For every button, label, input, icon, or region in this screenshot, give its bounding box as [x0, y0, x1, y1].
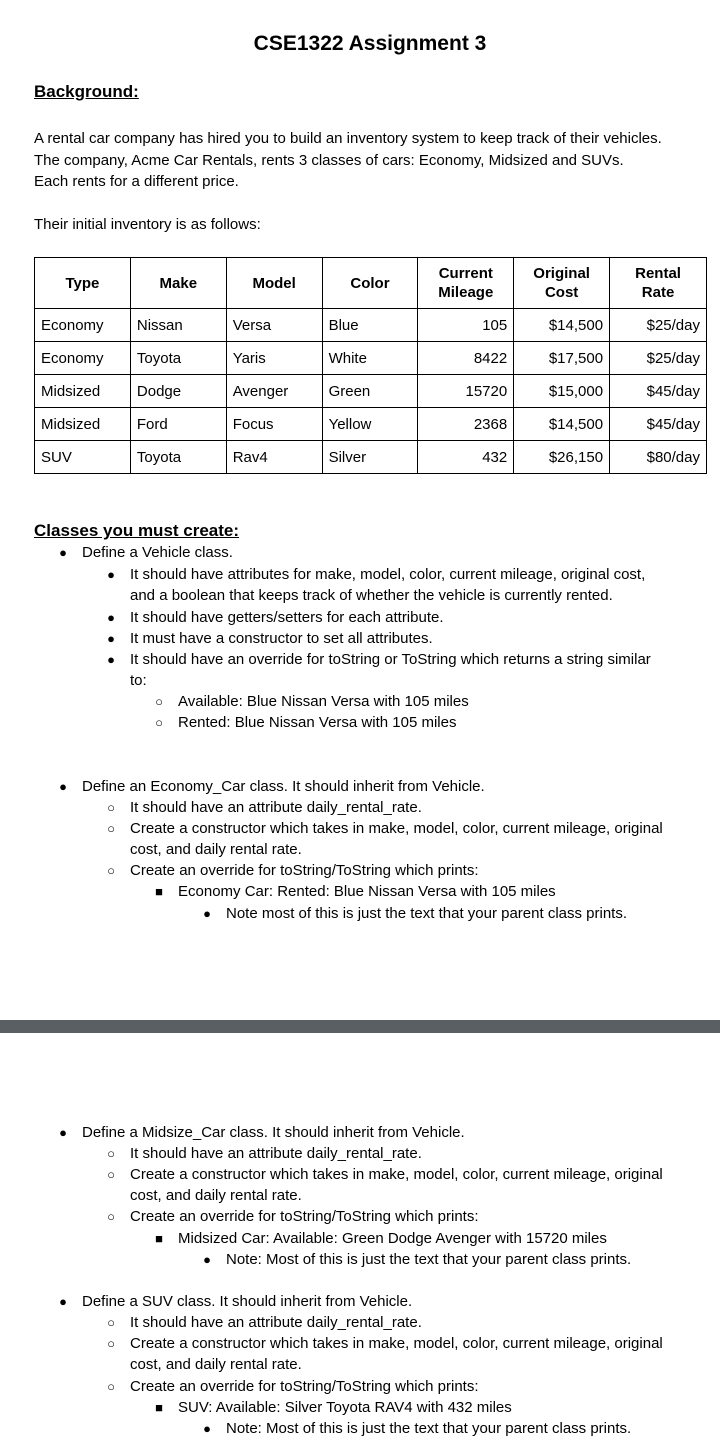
cell-color: Blue: [322, 309, 418, 342]
economy-bullet-2-line-1: Create a constructor which takes in make, model, color, current mileage, original: [130, 820, 663, 837]
bullet-disc-icon: ●: [203, 1421, 211, 1436]
cell-cost: $14,500: [514, 309, 610, 342]
cell-make: Toyota: [130, 342, 226, 375]
cell-type: Economy: [35, 309, 131, 342]
table-header-row: [35, 258, 707, 309]
inventory-table: [34, 257, 707, 474]
bullet-disc-icon: ●: [107, 567, 115, 582]
vehicle-example-rented: Rented: Blue Nissan Versa with 105 miles: [178, 714, 457, 731]
suv-bullet-3: Create an override for toString/ToString which prints:: [130, 1378, 479, 1395]
bullet-circle-icon: ○: [155, 694, 163, 709]
cell-rate: $45/day: [610, 375, 707, 408]
suv-intro: Define a SUV class. It should inherit from Vehicle.: [82, 1293, 413, 1310]
midsize-bullet-1: It should have an attribute daily_rental_rate.: [130, 1145, 422, 1162]
midsize-bullet-2-line-2: cost, and daily rental rate.: [130, 1187, 302, 1204]
cell-make: Toyota: [130, 441, 226, 474]
midsize-example: Midsized Car: Available: Green Dodge Avenger with 15720 miles: [178, 1230, 607, 1247]
bullet-disc-icon: ●: [107, 631, 115, 646]
bullet-circle-icon: ○: [155, 715, 163, 730]
cell-type: Economy: [35, 342, 131, 375]
bullet-disc-icon: ●: [59, 545, 67, 560]
bullet-circle-icon: ○: [107, 800, 115, 815]
table-row: [35, 441, 707, 474]
cell-model: Versa: [226, 309, 322, 342]
suv-bullet-2-line-2: cost, and daily rental rate.: [130, 1356, 302, 1373]
cell-type: Midsized: [35, 408, 131, 441]
bullet-disc-icon: ●: [203, 1252, 211, 1267]
cell-color: Silver: [322, 441, 418, 474]
vehicle-bullet-1-line-1: It should have attributes for make, model, color, current mileage, original cost,: [130, 566, 646, 583]
midsize-intro: Define a Midsize_Car class. It should inherit from Vehicle.: [82, 1124, 465, 1141]
bullet-circle-icon: ○: [107, 1146, 115, 1161]
economy-bullet-1: It should have an attribute daily_rental_rate.: [130, 799, 422, 816]
vehicle-example-available: Available: Blue Nissan Versa with 105 miles: [178, 693, 469, 710]
midsize-bullet-3: Create an override for toString/ToString which prints:: [130, 1208, 479, 1225]
suv-bullet-2-line-1: Create a constructor which takes in make, model, color, current mileage, original: [130, 1335, 663, 1352]
cell-mileage: 105: [418, 309, 514, 342]
cell-mileage: 8422: [418, 342, 514, 375]
header-color: Color: [322, 258, 418, 309]
page-title: CSE1322 Assignment 3: [253, 32, 487, 55]
classes-heading: Classes you must create:: [34, 521, 240, 540]
bullet-circle-icon: ○: [107, 1379, 115, 1394]
cell-color: Green: [322, 375, 418, 408]
cell-rate: $25/day: [610, 309, 707, 342]
bullet-disc-icon: ●: [59, 779, 67, 794]
cell-color: Yellow: [322, 408, 418, 441]
vehicle-bullet-1-line-2: and a boolean that keeps track of whether the vehicle is currently rented.: [130, 587, 613, 604]
bullet-circle-icon: ○: [107, 1315, 115, 1330]
table-row: [35, 342, 707, 375]
suv-bullet-1: It should have an attribute daily_rental_rate.: [130, 1314, 422, 1331]
paragraph-line: The company, Acme Car Rentals, rents 3 classes of cars: Economy, Midsized and SUVs.: [34, 151, 624, 169]
cell-rate: $80/day: [610, 441, 707, 474]
cell-model: Yaris: [226, 342, 322, 375]
bullet-disc-icon: ●: [59, 1294, 67, 1309]
cell-make: Dodge: [130, 375, 226, 408]
background-heading: Background:: [34, 82, 139, 101]
bullet-disc-icon: ●: [107, 610, 115, 625]
bullet-square-icon: ■: [155, 1231, 163, 1246]
bullet-square-icon: ■: [155, 884, 163, 899]
bullet-square-icon: ■: [155, 1400, 163, 1415]
cell-make: Ford: [130, 408, 226, 441]
bullet-disc-icon: ●: [203, 906, 211, 921]
bullet-circle-icon: ○: [107, 1167, 115, 1182]
economy-bullet-3: Create an override for toString/ToString which prints:: [130, 862, 479, 879]
bullet-circle-icon: ○: [107, 1336, 115, 1351]
background-paragraph: [34, 128, 720, 193]
inventory-intro: Their initial inventory is as follows:: [34, 216, 261, 233]
cell-type: Midsized: [35, 375, 131, 408]
header-model: Model: [226, 258, 322, 309]
paragraph-line: A rental car company has hired you to build an inventory system to keep track of their vehicles.: [34, 130, 662, 147]
midsize-note: Note: Most of this is just the text that your parent class prints.: [226, 1251, 632, 1268]
bullet-disc-icon: ●: [107, 652, 115, 667]
cell-cost: $15,000: [514, 375, 610, 408]
header-rental-rate: Rental Rate: [610, 258, 707, 309]
page-break-separator: [0, 1020, 720, 1033]
cell-type: SUV: [35, 441, 131, 474]
cell-rate: $25/day: [610, 342, 707, 375]
cell-model: Avenger: [226, 375, 322, 408]
table-row: [35, 408, 707, 441]
cell-cost: $14,500: [514, 408, 610, 441]
cell-mileage: 432: [418, 441, 514, 474]
bullet-circle-icon: ○: [107, 821, 115, 836]
header-type: Type: [35, 258, 131, 309]
cell-model: Focus: [226, 408, 322, 441]
paragraph-line: Each rents for a different price.: [34, 173, 239, 190]
vehicle-bullet-4-line-1: It should have an override for toString or ToString which returns a string similar: [130, 651, 651, 668]
bullet-disc-icon: ●: [59, 1125, 67, 1140]
suv-example: SUV: Available: Silver Toyota RAV4 with 432 miles: [178, 1399, 512, 1416]
cell-mileage: 2368: [418, 408, 514, 441]
cell-cost: $17,500: [514, 342, 610, 375]
vehicle-bullet-3: It must have a constructor to set all attributes.: [130, 630, 433, 647]
economy-bullet-2-line-2: cost, and daily rental rate.: [130, 841, 302, 858]
cell-mileage: 15720: [418, 375, 514, 408]
cell-model: Rav4: [226, 441, 322, 474]
economy-note: Note most of this is just the text that your parent class prints.: [226, 905, 628, 922]
vehicle-bullet-2: It should have getters/setters for each attribute.: [130, 609, 444, 626]
economy-example: Economy Car: Rented: Blue Nissan Versa with 105 miles: [178, 883, 556, 900]
bullet-circle-icon: ○: [107, 863, 115, 878]
cell-color: White: [322, 342, 418, 375]
cell-rate: $45/day: [610, 408, 707, 441]
cell-cost: $26,150: [514, 441, 610, 474]
table-row: [35, 375, 707, 408]
vehicle-bullet-4-line-2: to:: [130, 672, 147, 689]
vehicle-intro: Define a Vehicle class.: [82, 544, 233, 561]
cell-make: Nissan: [130, 309, 226, 342]
header-make: Make: [130, 258, 226, 309]
table-row: [35, 309, 707, 342]
header-original-cost: Original Cost: [514, 258, 610, 309]
bullet-circle-icon: ○: [107, 1209, 115, 1224]
economy-intro: Define an Economy_Car class. It should inherit from Vehicle.: [82, 778, 485, 795]
suv-note: Note: Most of this is just the text that your parent class prints.: [226, 1420, 632, 1437]
midsize-bullet-2-line-1: Create a constructor which takes in make, model, color, current mileage, original: [130, 1166, 663, 1183]
header-current-mileage: Current Mileage: [418, 258, 514, 309]
